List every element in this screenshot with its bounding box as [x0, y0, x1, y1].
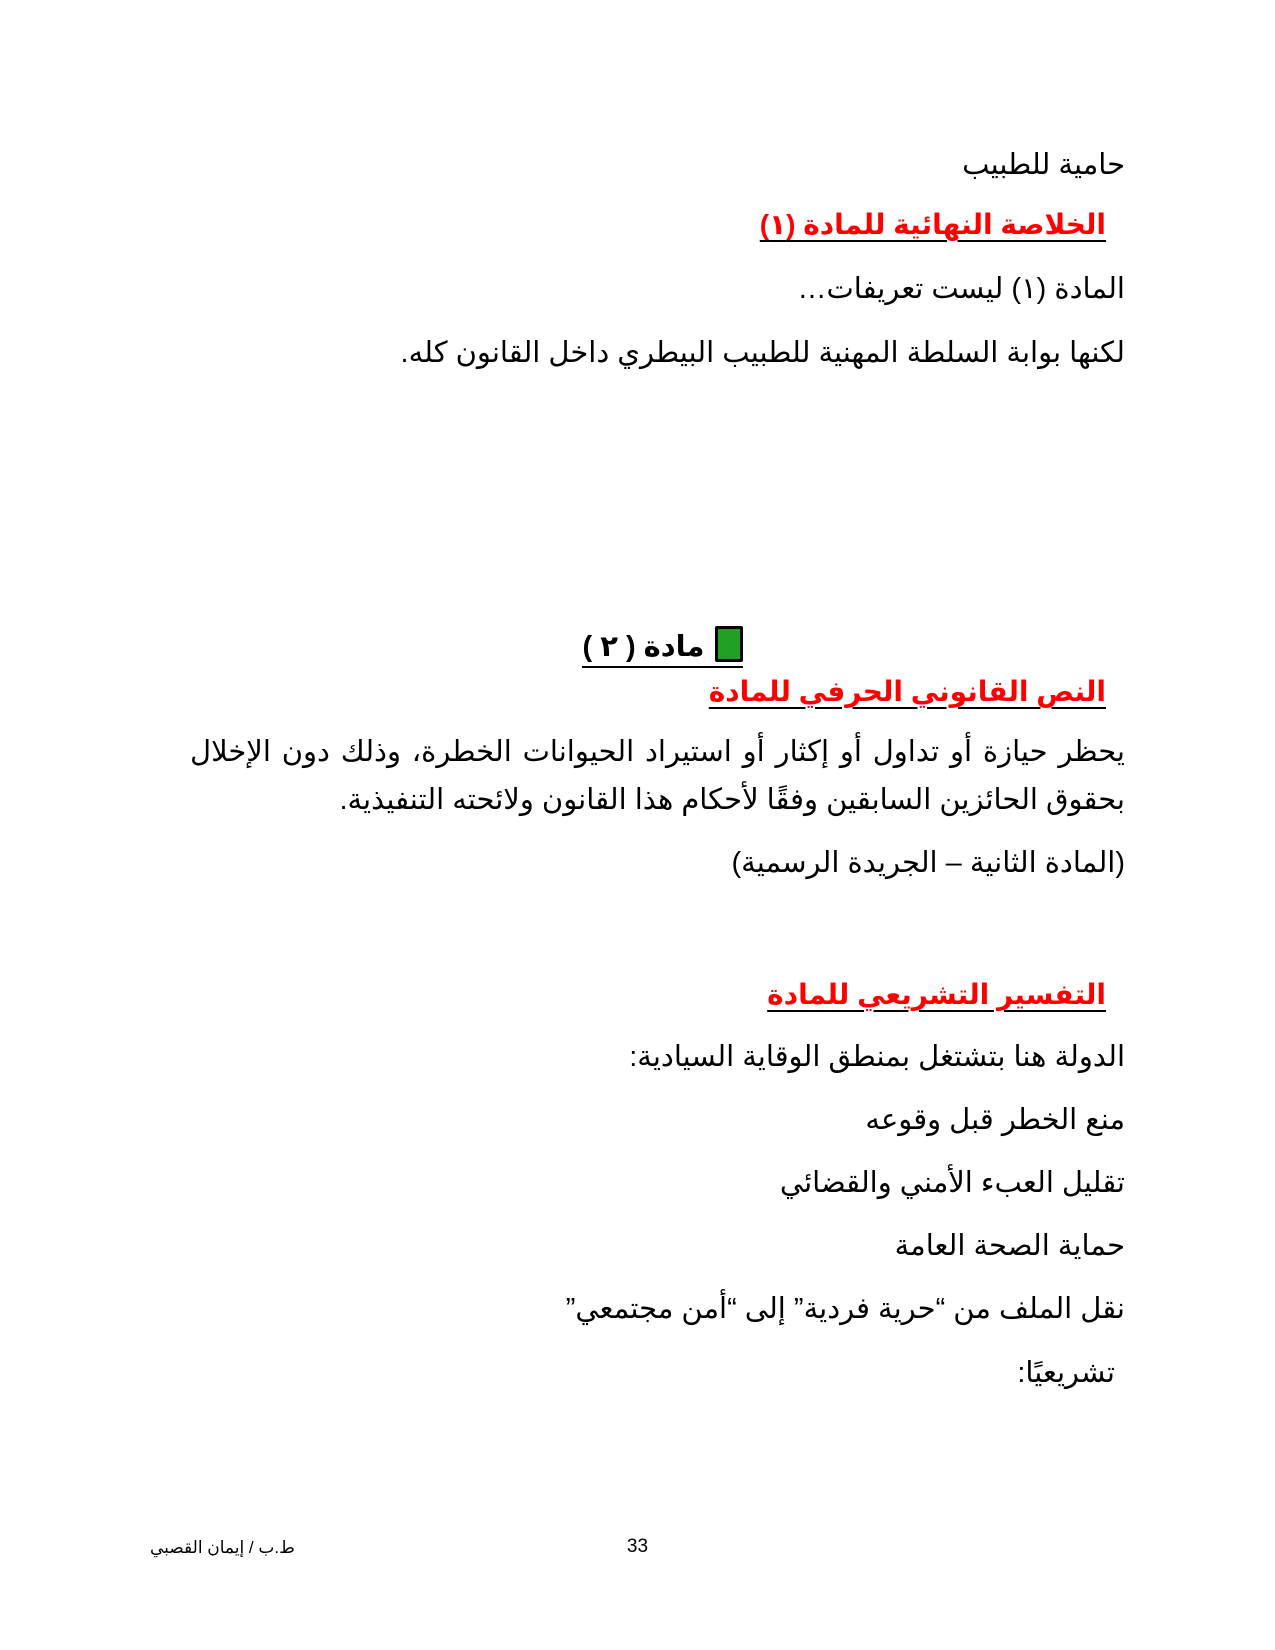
article-heading	[0, 626, 1275, 668]
list-item: حماية الصحة العامة	[894, 1230, 1125, 1262]
list-item: منع الخطر قبل وقوعه	[865, 1104, 1125, 1136]
list-item: تقليل العبء الأمني والقضائي	[779, 1167, 1125, 1199]
literal-text-heading: النص القانوني الحرفي للمادة	[708, 676, 1106, 707]
article-text-body: يحظر حيازة أو تداول أو إكثار أو استيراد الحيوانات الخطرة، وذلك دون الإخلال بحقوق الحائزين السابقين وفقًا لأحكام هذا القانون ولائحته التنفيذية.	[190, 736, 1125, 816]
article-source: (المادة الثانية – الجريدة الرسمية)	[731, 847, 1125, 879]
continuation-line: حامية للطبيب	[962, 149, 1125, 181]
green-book-icon	[715, 626, 743, 662]
footer-author: ط.ب / إيمان القصبي	[150, 1538, 295, 1557]
summary-heading: الخلاصة النهائية للمادة (١)	[759, 209, 1106, 240]
article-heading-underline	[582, 626, 742, 668]
interpretation-heading: التفسير التشريعي للمادة	[767, 979, 1106, 1010]
page-number: 33	[626, 1536, 649, 1557]
article-title: مادة ( ٢ )	[582, 631, 705, 663]
interpretation-intro: الدولة هنا بتشتغل بمنطق الوقاية السيادية:	[629, 1041, 1125, 1073]
summary-line-2: لكنها بوابة السلطة المهنية للطبيب البيطري داخل القانون كله.	[400, 337, 1125, 369]
summary-line-1: المادة (١) ليست تعريفات…	[797, 273, 1125, 305]
legislative-label: تشريعيًا:	[1017, 1357, 1115, 1389]
list-item: نقل الملف من “حرية فردية” إلى “أمن مجتمعي”	[565, 1293, 1125, 1325]
